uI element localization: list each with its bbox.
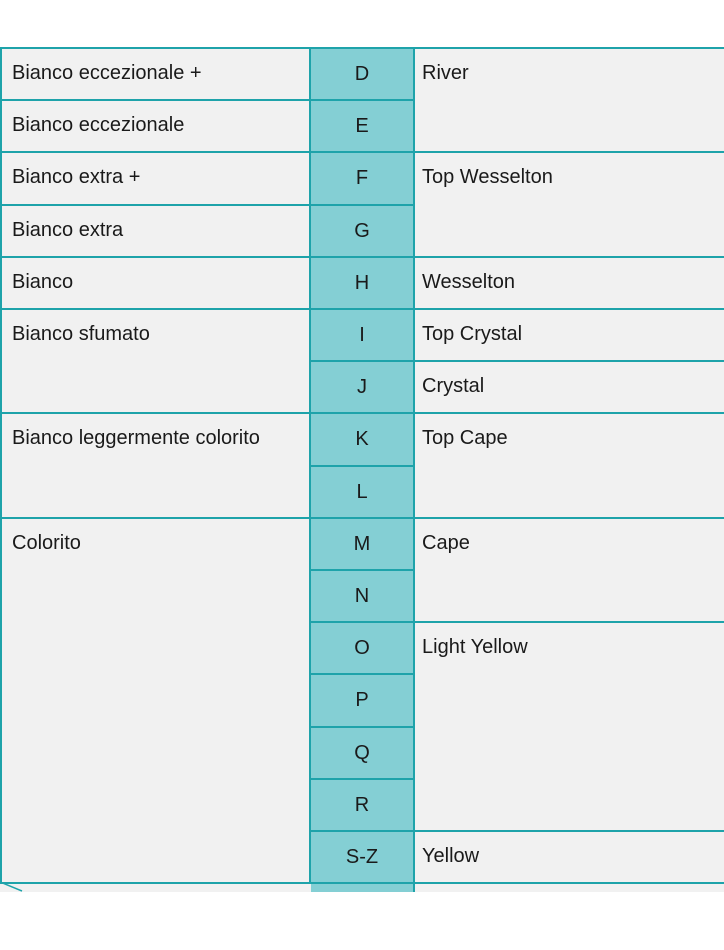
italian-grade-bianco-extra: Bianco extra: [0, 206, 311, 258]
traditional-grade-cape: Cape: [415, 519, 724, 623]
italian-grade-bianco-extra: Bianco extra +: [0, 153, 311, 205]
gia-grade-f: F: [311, 153, 415, 205]
traditional-grade-river: River: [415, 49, 724, 153]
gia-grade-k: K: [311, 414, 415, 466]
italian-grade-bianco-sfumato: Bianco sfumato: [0, 310, 311, 414]
italian-grade-bianco: Bianco: [0, 258, 311, 310]
traditional-grade-top-crystal: Top Crystal: [415, 310, 724, 362]
italian-grade-bianco-eccezionale: Bianco eccezionale: [0, 101, 311, 153]
gia-grade-e: E: [311, 101, 415, 153]
gia-grade-m: M: [311, 519, 415, 571]
grade-column-continuation: [311, 884, 415, 892]
italian-grade-bianco-leggermente-colorito: Bianco leggermente colorito: [0, 414, 311, 518]
table-corner-edge: [0, 878, 24, 892]
gia-grade-g: G: [311, 206, 415, 258]
gia-grade-d: D: [311, 49, 415, 101]
gia-grade-r: R: [311, 780, 415, 832]
gia-grade-n: N: [311, 571, 415, 623]
traditional-grade-top-wesselton: Top Wesselton: [415, 153, 724, 257]
gia-grade-o: O: [311, 623, 415, 675]
gia-grade-l: L: [311, 467, 415, 519]
gia-grade-i: I: [311, 310, 415, 362]
color-grade-table: [0, 47, 724, 892]
traditional-grade-yellow: Yellow: [415, 832, 724, 884]
italian-grade-colorito: Colorito: [0, 519, 311, 884]
gia-grade-j: J: [311, 362, 415, 414]
gia-grade-s-z: S-Z: [311, 832, 415, 884]
gia-grade-q: Q: [311, 728, 415, 780]
traditional-grade-light-yellow: Light Yellow: [415, 623, 724, 832]
traditional-grade-top-cape: Top Cape: [415, 414, 724, 518]
gia-grade-p: P: [311, 675, 415, 727]
traditional-grade-wesselton: Wesselton: [415, 258, 724, 310]
traditional-grade-crystal: Crystal: [415, 362, 724, 414]
italian-grade-bianco-eccezionale: Bianco eccezionale +: [0, 49, 311, 101]
gia-grade-h: H: [311, 258, 415, 310]
